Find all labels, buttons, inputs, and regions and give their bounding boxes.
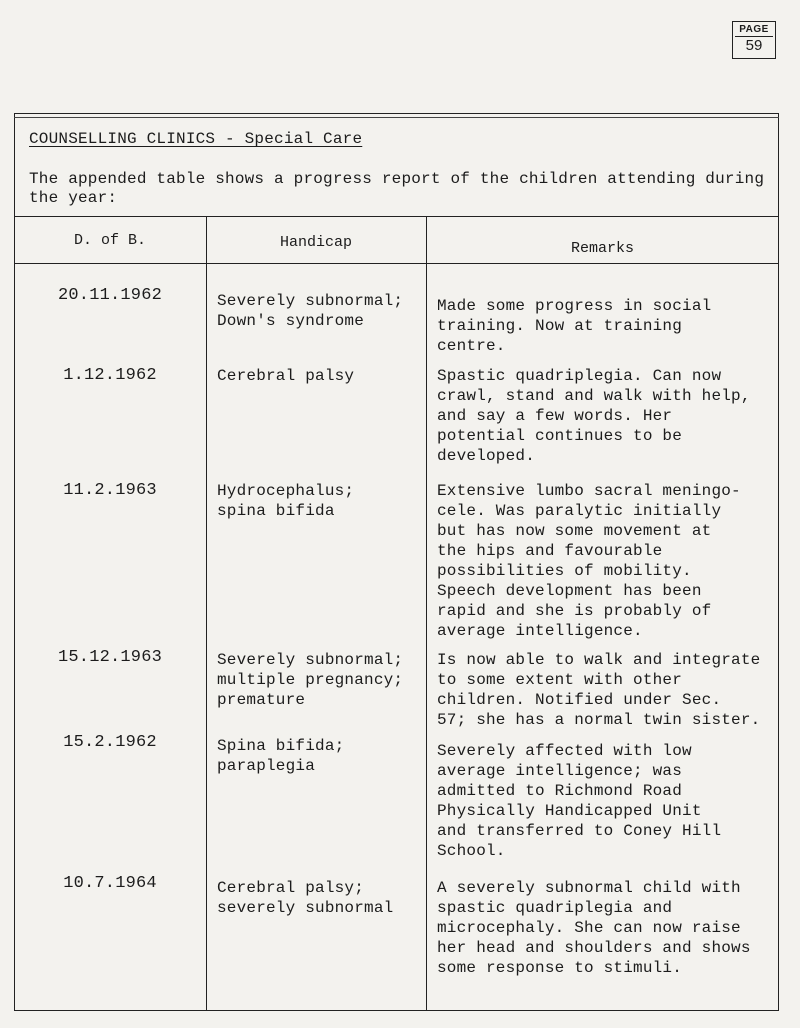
header-remarks: Remarks [570, 240, 634, 257]
header-dob: D. of B. [73, 232, 146, 249]
page-number-box [732, 21, 776, 59]
page-number: 59 [735, 36, 773, 54]
row-1-remarks: Made some progress in social training. Now at training centre. [437, 297, 712, 355]
header-bottom-rule [14, 263, 779, 264]
row-3-handicap: Hydrocephalus; spina bifida [217, 482, 355, 520]
row-1-handicap: Severely subnormal; Down's syndrome [217, 292, 404, 330]
row-4-dob: 15.12.1963 [57, 648, 163, 667]
row-6-remarks: A severely subnormal child with spastic quadriplegia and microcephaly. She can now raise her head and shoulders and shows some response to stimuli. [437, 879, 751, 977]
column-divider-2 [426, 216, 427, 1011]
page-label: PAGE [739, 24, 769, 35]
top-rule [14, 117, 779, 118]
row-5-dob: 15.2.1962 [63, 733, 157, 752]
row-4-handicap: Severely subnormal; multiple pregnancy; premature [217, 651, 404, 709]
table-top-rule [14, 216, 779, 217]
row-3-remarks: Extensive lumbo sacral meningo- cele. Was paralytic initially but has now some movement at the hips and favourable possibilities of mobility. Speech development has been rapid and she is probably of average intelligence. [437, 482, 741, 640]
header-handicap: Handicap [279, 234, 352, 251]
row-2-dob: 1.12.1962 [63, 366, 157, 385]
row-6-dob: 10.7.1964 [63, 874, 157, 893]
row-5-handicap: Spina bifida; paraplegia [217, 737, 345, 775]
intro-paragraph: The appended table shows a progress report of the children attending during the year: [29, 170, 765, 207]
row-6-handicap: Cerebral palsy; severely subnormal [217, 879, 394, 917]
row-3-dob: 11.2.1963 [63, 481, 157, 500]
column-divider-1 [206, 216, 207, 1011]
section-heading: COUNSELLING CLINICS - Special Care [29, 130, 363, 148]
row-2-remarks: Spastic quadriplegia. Can now crawl, stand and walk with help, and say a few words. Her potential continues to be developed. [437, 367, 751, 465]
row-4-remarks: Is now able to walk and integrate to some extent with other children. Notified under Sec. 57; she has a normal twin sister. [437, 651, 761, 729]
row-5-remarks: Severely affected with low average intelligence; was admitted to Richmond Road Physically Handicapped Unit and transferred to Coney Hill School. [437, 742, 722, 860]
row-1-dob: 20.11.1962 [57, 286, 163, 305]
row-2-handicap: Cerebral palsy [217, 367, 355, 385]
